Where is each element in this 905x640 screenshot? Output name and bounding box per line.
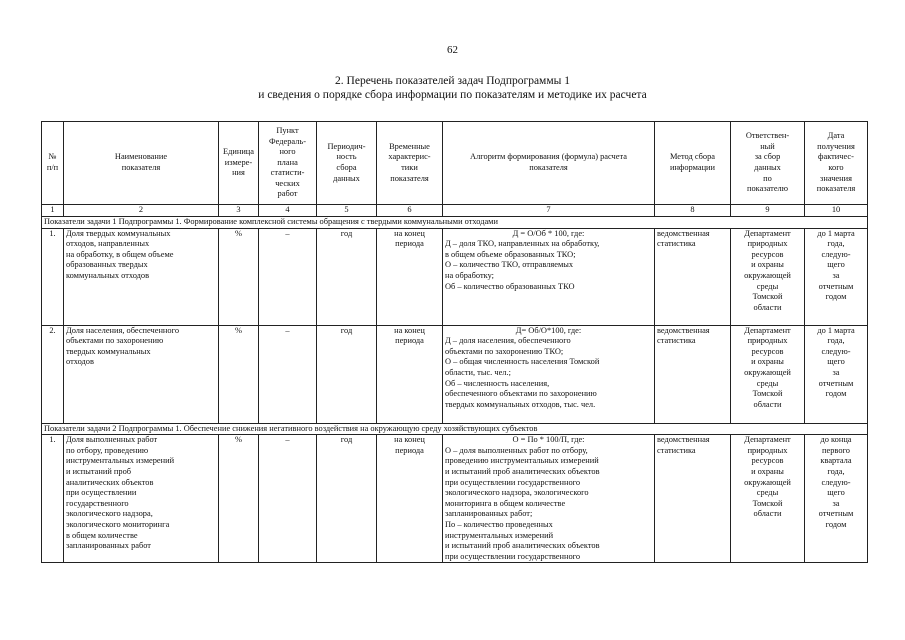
collection-method: ведомственная статистика [655, 325, 731, 423]
header-cell: Временные характерис- тики показателя [377, 122, 443, 205]
unit: % [219, 325, 259, 423]
header-cell: Алгоритм формирования (формула) расчета показателя [443, 122, 655, 205]
column-number: 6 [377, 205, 443, 217]
indicator-name: Доля выполненных работ по отбору, проведению инструментальных измерений и испытаний проб аналитических объектов при осуществлении государственного экологического надзора, экологического мониторинга в общем количестве запланированных работ [64, 435, 219, 563]
column-number-row [42, 205, 868, 217]
responsible: Департамент природных ресурсов и охраны окружающей среды Томской области [731, 435, 805, 563]
column-number: 4 [259, 205, 317, 217]
row-number: 1. [42, 228, 64, 325]
collection-method: ведомственная статистика [655, 228, 731, 325]
column-number: 8 [655, 205, 731, 217]
algorithm-cell [443, 325, 655, 423]
column-number: 7 [443, 205, 655, 217]
receipt-date: до 1 марта года, следую- щего за отчетным годом [805, 228, 868, 325]
algorithm-text: Д – доля населения, обеспеченного объектами по захоронению ТКО; О – общая численность населения Томской области, тыс. чел.; Об – численность населения, обеспеченного объектами по захоронению твердых коммунальных отходов, тыс. чел. [445, 336, 600, 409]
table-row [42, 228, 868, 325]
plan-item: – [259, 435, 317, 563]
title-line-1: 2. Перечень показателей задач Подпрограммы 1 [335, 75, 570, 87]
column-number: 2 [64, 205, 219, 217]
algorithm-text: О – доля выполненных работ по отбору, проведению инструментальных измерений и испытаний проб аналитических объектов при осуществлении государственного экологического надзора, экологического мониторинга в общем количестве запланированных работ; По – количество проведенных инструментальных измерений и испытаний проб аналитических объектов при осуществлении государственного [445, 445, 600, 561]
algorithm-cell [443, 435, 655, 563]
section-title: Показатели задачи 2 Подпрограммы 1. Обеспечение снижения негативного воздействия на окружающую среду хозяйствующих субъектов [42, 423, 868, 435]
plan-item: – [259, 228, 317, 325]
formula: О = По * 100/П, где: [512, 435, 585, 445]
time-characteristic: на конец периода [377, 228, 443, 325]
responsible: Департамент природных ресурсов и охраны окружающей среды Томской области [731, 325, 805, 423]
indicator-name: Доля населения, обеспеченного объектами по захоронению твердых коммунальных отходов [64, 325, 219, 423]
receipt-date: до конца первого квартала года, следую- щего за отчетным годом [805, 435, 868, 563]
column-number: 9 [731, 205, 805, 217]
unit: % [219, 435, 259, 563]
title-line-2: и сведения о порядке сбора информации по показателям и методике их расчета [258, 89, 647, 101]
periodicity: год [317, 325, 377, 423]
table-row [42, 325, 868, 423]
unit: % [219, 228, 259, 325]
header-cell: Периодич- ность сбора данных [317, 122, 377, 205]
formula: Д= Об/О*100, где: [515, 325, 582, 335]
plan-item: – [259, 325, 317, 423]
section-title: Показатели задачи 1 Подпрограммы 1. Формирование комплексной системы обращения с твердыми коммунальными отходами [42, 217, 868, 229]
algorithm-cell [443, 228, 655, 325]
time-characteristic: на конец периода [377, 435, 443, 563]
indicator-name: Доля твердых коммунальных отходов, направленных на обработку, в общем объеме образованных твердых коммунальных отходов [64, 228, 219, 325]
column-number: 3 [219, 205, 259, 217]
header-cell: Пункт Федераль- ного плана статисти- ческих работ [259, 122, 317, 205]
section-2-header [42, 423, 868, 435]
header-cell: Метод сбора информации [655, 122, 731, 205]
indicators-table [41, 121, 868, 563]
column-number: 5 [317, 205, 377, 217]
row-number: 2. [42, 325, 64, 423]
column-number: 10 [805, 205, 868, 217]
time-characteristic: на конец периода [377, 325, 443, 423]
header-cell: Ответствен- ный за сбор данных по показателю [731, 122, 805, 205]
header-row [42, 122, 868, 205]
column-number: 1 [42, 205, 64, 217]
document-title [0, 74, 905, 102]
receipt-date: до 1 марта года, следую- щего за отчетным годом [805, 325, 868, 423]
periodicity: год [317, 228, 377, 325]
header-cell: Наименование показателя [64, 122, 219, 205]
responsible: Департамент природных ресурсов и охраны окружающей среды Томской области [731, 228, 805, 325]
formula: Д = О/Об * 100, где: [512, 228, 585, 238]
collection-method: ведомственная статистика [655, 435, 731, 563]
section-1-header [42, 217, 868, 229]
header-cell: № п/п [42, 122, 64, 205]
row-number: 1. [42, 435, 64, 563]
header-cell: Дата получения фактичес- кого значения показателя [805, 122, 868, 205]
page-number: 62 [447, 44, 458, 56]
algorithm-text: Д – доля ТКО, направленных на обработку, в общем объеме образованных ТКО; О – количество ТКО, отправляемых на обработку; Об – количество образованных ТКО [445, 239, 600, 291]
table-row [42, 435, 868, 563]
periodicity: год [317, 435, 377, 563]
header-cell: Единица измере- ния [219, 122, 259, 205]
